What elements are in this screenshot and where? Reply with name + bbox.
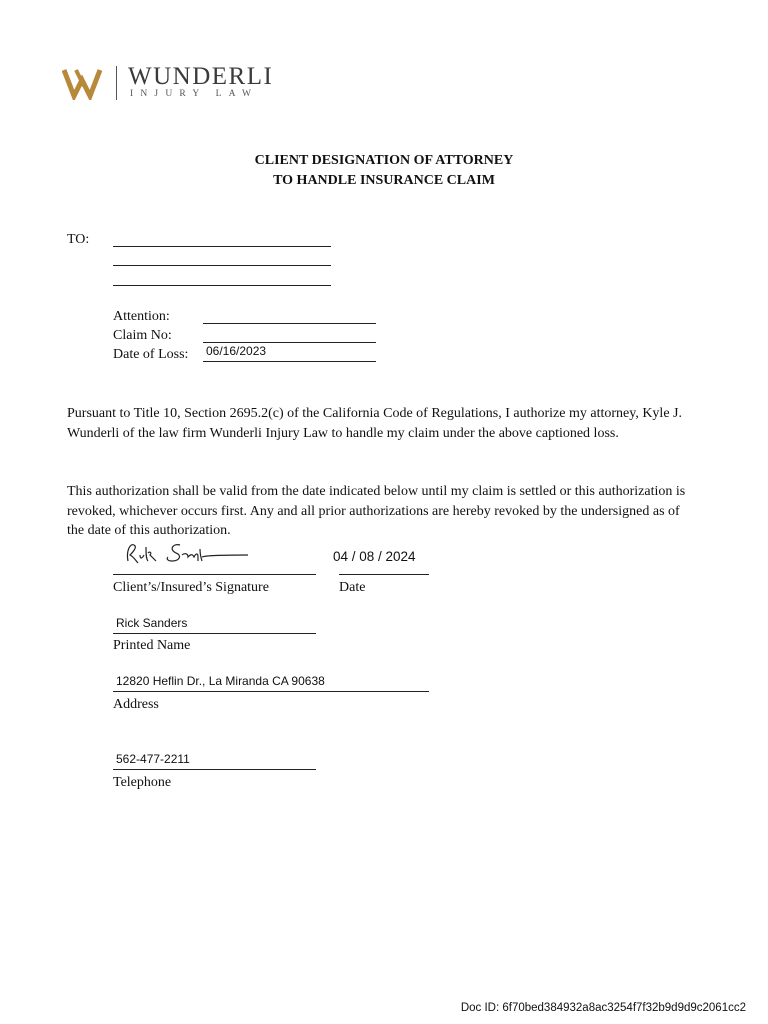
claim-number-label: Claim No:	[113, 328, 172, 343]
logo-brand-name: WUNDERLI	[128, 63, 274, 90]
printed-name-value: Rick Sanders	[116, 616, 188, 630]
attention-label: Attention:	[113, 309, 170, 324]
signature-date-line[interactable]	[339, 574, 429, 575]
date-of-loss-value: 06/16/2023	[206, 344, 267, 358]
date-of-loss-label: Date of Loss:	[113, 347, 189, 362]
to-line-2[interactable]	[113, 265, 331, 266]
address-line[interactable]	[113, 691, 429, 692]
to-line-1[interactable]	[113, 246, 331, 247]
signature-date-value: 04 / 08 / 2024	[333, 549, 416, 564]
client-signature-image	[122, 539, 252, 569]
address-value: 12820 Heflin Dr., La Miranda CA 90638	[116, 674, 325, 688]
to-label: TO:	[67, 232, 90, 247]
date-label: Date	[339, 580, 366, 595]
date-of-loss-field[interactable]	[203, 361, 376, 362]
telephone-line[interactable]	[113, 769, 316, 770]
claim-number-field[interactable]	[203, 342, 376, 343]
authorization-paragraph: Pursuant to Title 10, Section 2695.2(c) of the California Code of Regulations, I authorize my attorney, Kyle J. Wunderli of the law firm Wunderli Injury Law to handle my claim under the above captioned loss.	[67, 406, 682, 441]
validity-paragraph: This authorization shall be valid from the date indicated below until my claim is settled or this authorization is revoked, whichever occurs first. Any and all prior authorizations are hereby revoked by the undersigned as of the date of this authorization.	[67, 484, 686, 538]
logo-tagline: INJURY LAW	[130, 89, 259, 99]
wunderli-w-logo-icon	[62, 66, 110, 100]
signature-line[interactable]	[113, 574, 316, 575]
attention-field[interactable]	[203, 323, 376, 324]
address-label: Address	[113, 697, 159, 712]
company-logo	[62, 64, 277, 104]
printed-name-label: Printed Name	[113, 638, 191, 653]
document-id: Doc ID: 6f70bed384932a8ac3254f7f32b9d9d9c2061cc2	[460, 1002, 746, 1014]
telephone-label: Telephone	[113, 775, 172, 790]
logo-divider	[116, 66, 117, 100]
signature-label: Client’s/Insured’s Signature	[113, 580, 269, 595]
document-title-line2: TO HANDLE INSURANCE CLAIM	[273, 173, 495, 188]
to-line-3[interactable]	[113, 285, 331, 286]
document-title-line1: CLIENT DESIGNATION OF ATTORNEY	[254, 153, 514, 168]
telephone-value: 562-477-2211	[116, 752, 190, 766]
printed-name-line[interactable]	[113, 633, 316, 634]
